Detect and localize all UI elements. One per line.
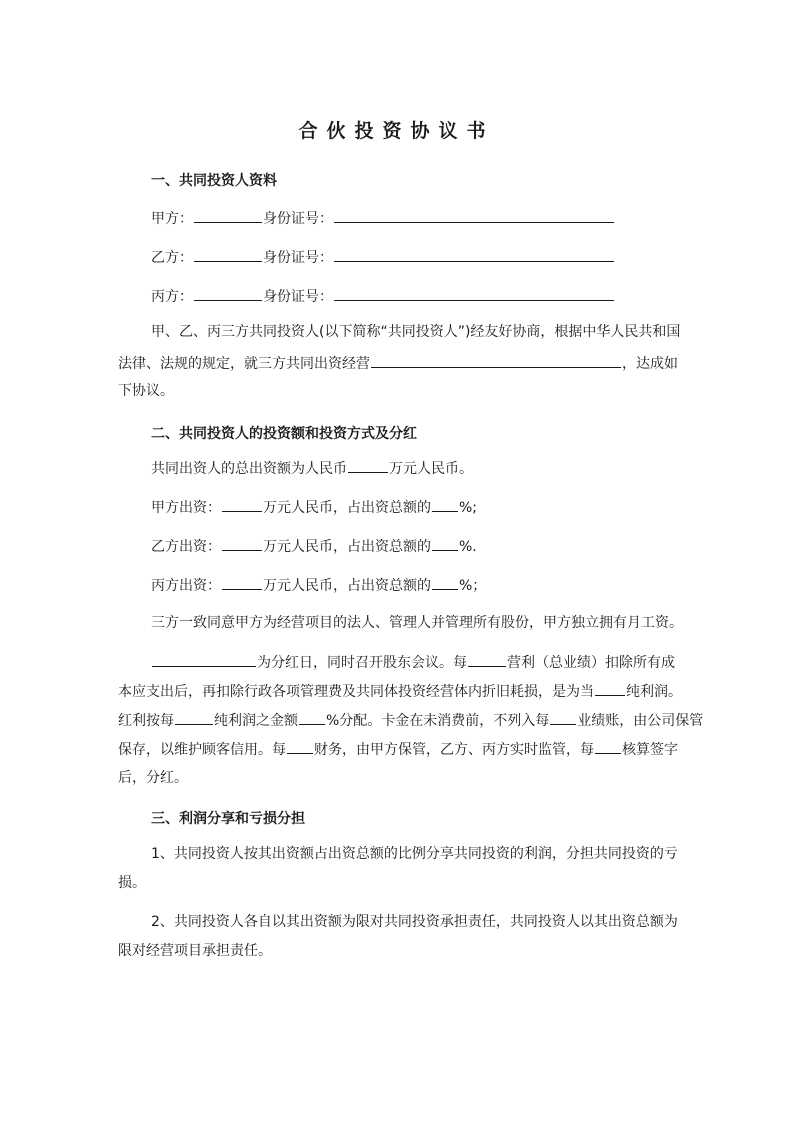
invest-text: 万元人民币，占出资总额的	[263, 578, 431, 594]
dividend-date-blank[interactable]	[152, 652, 256, 667]
invest-text: 万元人民币，占出资总额的	[263, 539, 431, 555]
party-a-invest-row	[151, 497, 477, 518]
party-b-amount-blank[interactable]	[222, 536, 262, 551]
party-b-id-blank[interactable]	[334, 247, 614, 262]
party-a-info-row	[151, 208, 615, 229]
intro-line-2	[118, 353, 678, 374]
section1-heading: 一、共同投资人资料	[151, 173, 277, 189]
total-unit-text: 万元人民币。	[389, 461, 473, 477]
percent-blank[interactable]	[299, 710, 325, 725]
party-a-invest-label: 甲方出资：	[151, 500, 221, 516]
pct-text: %;	[459, 500, 478, 516]
item2-line-1: 2、共同投资人各自以其出资额为限对共同投资承担责任，共同投资人以其出资总额为	[151, 914, 678, 930]
party-b-invest-label: 乙方出资：	[151, 539, 221, 555]
dividend-text: 财务，由甲方保管，乙方、丙方实时监管，每	[314, 742, 594, 758]
period-blank[interactable]	[550, 710, 576, 725]
total-text: 共同出资人的总出资额为人民币	[151, 461, 347, 477]
dividend-text: 纯利润。	[626, 684, 682, 700]
section2-heading: 二、共同投资人的投资额和投资方式及分红	[151, 426, 417, 442]
dividend-text: 核算签字	[622, 742, 678, 758]
invest-text: 万元人民币，占出资总额的	[263, 500, 431, 516]
dividend-text: 业绩账，由公司保管	[577, 713, 704, 729]
id-label: 身份证号：	[263, 289, 333, 305]
dividend-text: %分配。卡金在未消费前，不列入每	[326, 713, 550, 729]
item2-line-2: 限对经营项目承担责任。	[118, 943, 272, 959]
pct-text: %；	[459, 578, 487, 594]
party-c-info-row	[151, 286, 615, 307]
period-blank[interactable]	[287, 739, 313, 754]
pct-text: %.	[459, 539, 477, 555]
dividend-line-4	[118, 739, 678, 760]
document-title: 合伙投资协议书	[298, 120, 495, 142]
total-investment-row	[151, 458, 473, 479]
party-c-name-blank[interactable]	[194, 286, 262, 301]
dividend-text: 纯利润之金额	[214, 713, 298, 729]
party-a-amount-blank[interactable]	[222, 497, 262, 512]
party-c-label: 丙方：	[151, 289, 193, 305]
intro-line-1: 甲、乙、丙三方共同投资人(以下简称“共同投资人”)经友好协商，根据中华人民共和国	[151, 324, 681, 340]
period-blank[interactable]	[595, 739, 621, 754]
party-c-pct-blank[interactable]	[432, 575, 458, 590]
party-a-pct-blank[interactable]	[432, 497, 458, 512]
agreement-line: 三方一致同意甲方为经营项目的法人、管理人并管理所有股份，甲方独立拥有月工资。	[151, 615, 683, 631]
dividend-line-2	[118, 681, 682, 702]
period-blank[interactable]	[595, 681, 625, 696]
party-b-name-blank[interactable]	[194, 247, 262, 262]
party-b-label: 乙方：	[151, 250, 193, 266]
party-a-name-blank[interactable]	[194, 208, 262, 223]
party-c-invest-label: 丙方出资：	[151, 578, 221, 594]
period-blank[interactable]	[468, 652, 506, 667]
dividend-text: 本应支出后，再扣除行政各项管理费及共同体投资经营体内折旧耗损，是为当	[118, 684, 594, 700]
party-c-invest-row	[151, 575, 486, 596]
business-name-blank[interactable]	[371, 353, 621, 368]
id-label: 身份证号：	[263, 211, 333, 227]
party-c-id-blank[interactable]	[334, 286, 614, 301]
dividend-text: 保存，以维护顾客信用。每	[118, 742, 286, 758]
item1-line-1: 1、共同投资人按其出资额占出资总额的比例分享共同投资的利润，分担共同投资的亏	[151, 846, 678, 862]
party-a-id-blank[interactable]	[334, 208, 614, 223]
party-b-invest-row	[151, 536, 477, 557]
period-blank[interactable]	[175, 710, 213, 725]
intro-text: ，达成如	[622, 356, 678, 372]
id-label: 身份证号：	[263, 250, 333, 266]
intro-text: 法律、法规的规定，就三方共同出资经营	[118, 356, 370, 372]
intro-line-3: 下协议。	[118, 383, 174, 399]
item1-line-2: 损。	[118, 875, 146, 891]
dividend-text: 营利（总业绩）扣除所有成	[507, 655, 675, 671]
dividend-line-1	[151, 652, 675, 673]
party-c-amount-blank[interactable]	[222, 575, 262, 590]
dividend-text: 红利按每	[118, 713, 174, 729]
total-amount-blank[interactable]	[348, 458, 388, 473]
section3-heading: 三、利润分享和亏损分担	[151, 811, 305, 827]
party-a-label: 甲方：	[151, 211, 193, 227]
dividend-text: 为分红日，同时召开股东会议。每	[257, 655, 467, 671]
dividend-line-3	[118, 710, 703, 731]
party-b-info-row	[151, 247, 615, 268]
dividend-line-5: 后，分红。	[118, 770, 188, 786]
party-b-pct-blank[interactable]	[432, 536, 458, 551]
